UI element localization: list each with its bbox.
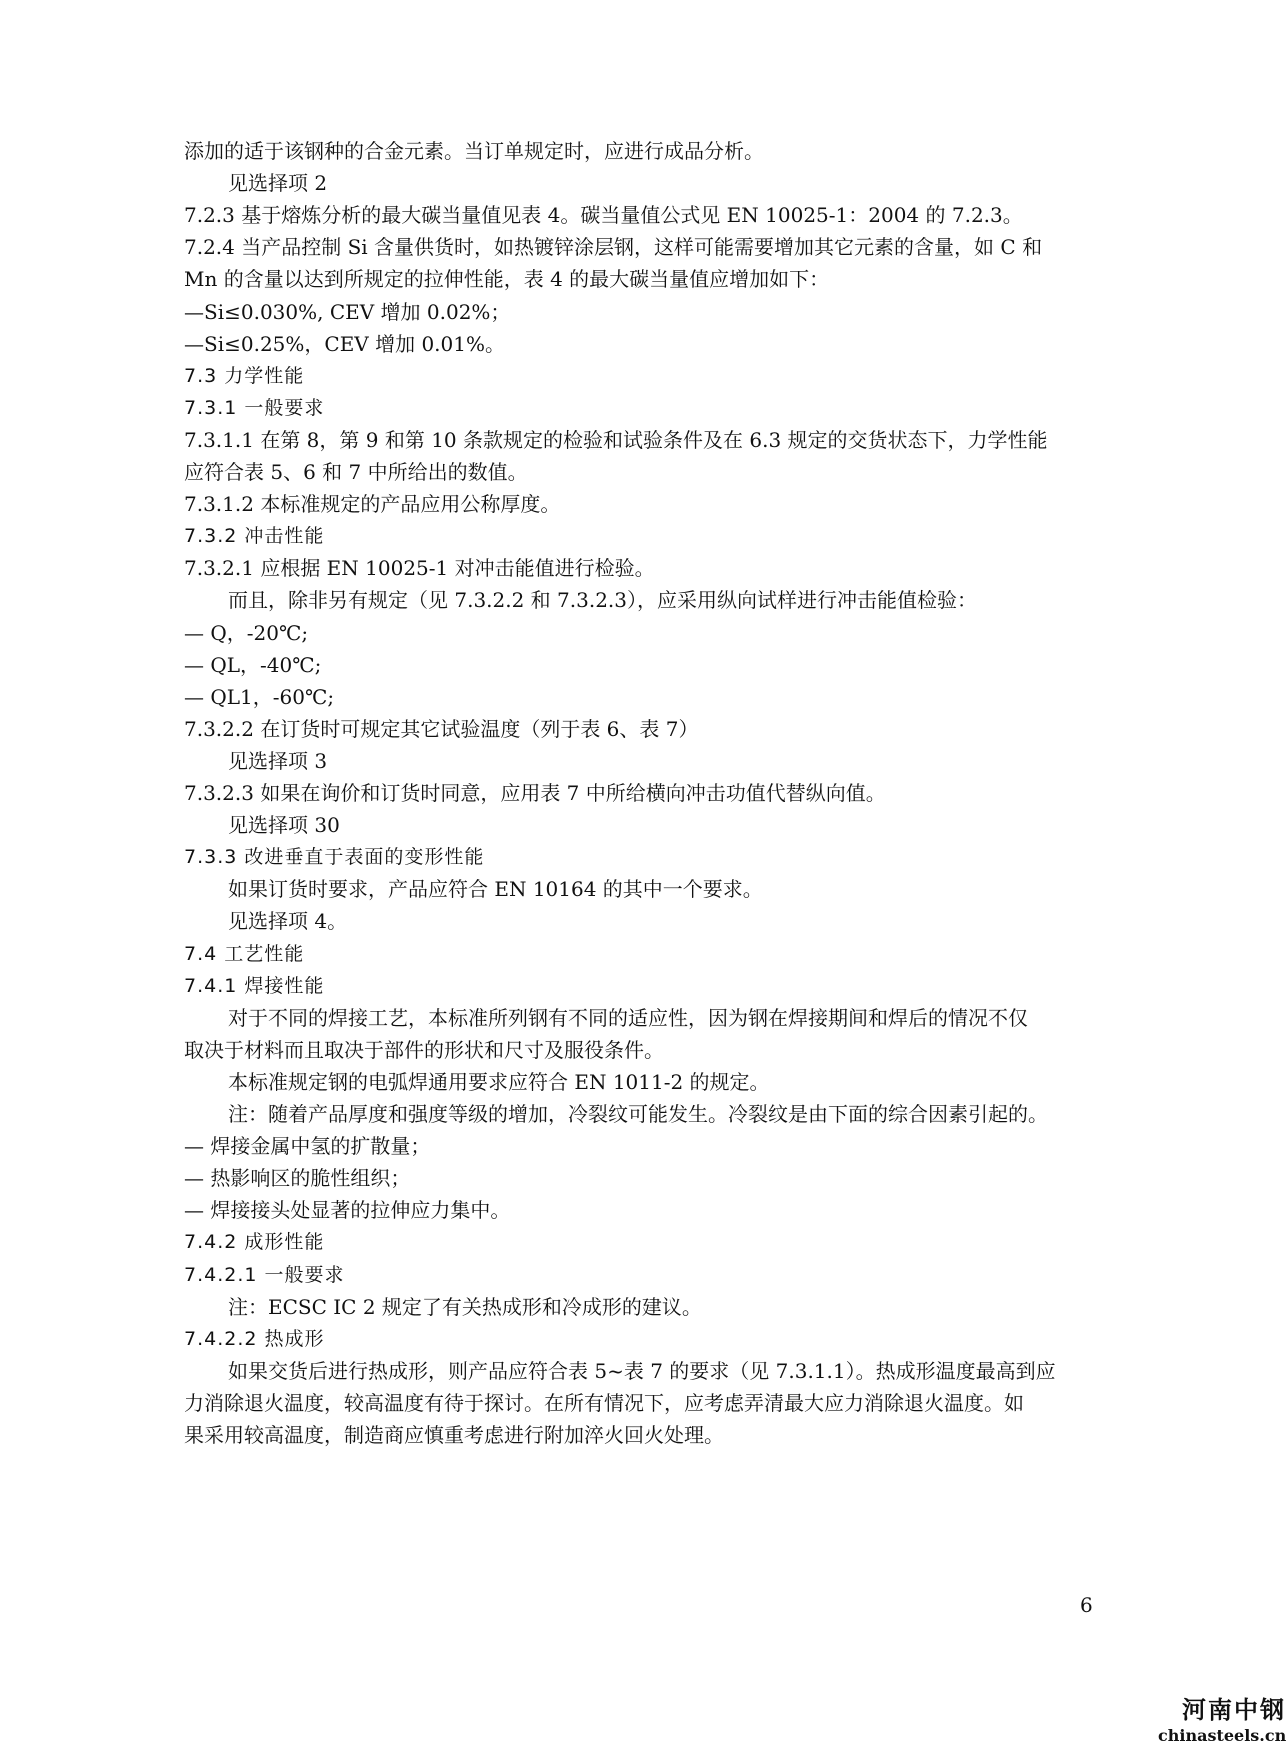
text-line: 注：ECSC IC 2 规定了有关热成形和冷成形的建议。 [228,1295,702,1319]
text-line: 7.2.3 基于熔炼分析的最大碳当量值见表 4。碳当量值公式见 EN 10025-1：2004 的 7.2.3。 [184,203,1023,227]
text-line: — QL，-40℃; [184,653,322,677]
section-heading: 7.3.1 一般要求 [184,397,325,419]
text-line: 而且，除非另有规定（见 7.3.2.2 和 7.3.2.3），应采用纵向试样进行冲击能值检验： [228,588,978,612]
text-line: 对于不同的焊接工艺，本标准所列钢有不同的适应性，因为钢在焊接期间和焊后的情况不仅 [228,1006,1028,1030]
text-line: — Q，-20℃; [184,621,309,645]
page-number: 6 [1080,1593,1093,1617]
watermark-title: 河南中钢 [1182,1696,1286,1724]
section-heading: 7.4.2.2 热成形 [184,1328,325,1350]
text-line: — 焊接接头处显著的拉伸应力集中。 [184,1198,511,1222]
text-line: 7.3.2.1 应根据 EN 10025-1 对冲击能值进行检验。 [184,556,655,580]
text-line: 见选择项 2 [228,171,328,195]
section-heading: 7.4.2.1 一般要求 [184,1264,345,1286]
text-line: 见选择项 30 [228,813,340,837]
text-line: 本标准规定钢的电弧焊通用要求应符合 EN 1011-2 的规定。 [228,1070,770,1094]
section-heading: 7.3.2 冲击性能 [184,525,325,547]
text-line: 如果订货时要求，产品应符合 EN 10164 的其中一个要求。 [228,877,763,901]
text-line: 注：随着产品厚度和强度等级的增加，冷裂纹可能发生。冷裂纹是由下面的综合因素引起的。 [228,1102,1048,1126]
text-line: —Si≤0.25%，CEV 增加 0.01%。 [184,332,505,356]
text-line: 7.3.1.2 本标准规定的产品应用公称厚度。 [184,492,561,516]
text-line: — 焊接金属中氢的扩散量； [184,1134,431,1158]
section-heading: 7.4.2 成形性能 [184,1231,325,1253]
text-line: —Si≤0.030%, CEV 增加 0.02%； [184,300,511,324]
text-line: 见选择项 4。 [228,909,348,933]
text-line: 见选择项 3 [228,749,328,773]
text-line: Mn 的含量以达到所规定的拉伸性能，表 4 的最大碳当量值应增加如下： [184,267,830,291]
text-line: 果采用较高温度，制造商应慎重考虑进行附加淬火回火处理。 [184,1423,724,1447]
text-line: — QL1，-60℃; [184,685,335,709]
text-line: — 热影响区的脆性组织； [184,1166,411,1190]
text-line: 取决于材料而且取决于部件的形状和尺寸及服役条件。 [184,1038,664,1062]
watermark-url: chinasteels.cn [1158,1726,1287,1745]
text-line: 7.2.4 当产品控制 Si 含量供货时，如热镀锌涂层钢，这样可能需要增加其它元素的含量，如 C 和 [184,235,1043,259]
text-line: 7.3.2.2 在订货时可规定其它试验温度（列于表 6、表 7） [184,717,699,741]
text-line: 力消除退火温度，较高温度有待于探讨。在所有情况下，应考虑弄清最大应力消除退火温度。如 [184,1391,1024,1415]
section-heading: 7.3 力学性能 [184,365,305,387]
section-heading: 7.4.1 焊接性能 [184,975,325,997]
text-line: 应符合表 5、6 和 7 中所给出的数值。 [184,460,528,484]
text-line: 如果交货后进行热成形，则产品应符合表 5~表 7 的要求（见 7.3.1.1）。热成形温度最高到应 [228,1359,1056,1383]
text-line: 添加的适于该钢种的合金元素。当订单规定时，应进行成品分析。 [184,139,764,163]
text-line: 7.3.2.3 如果在询价和订货时同意，应用表 7 中所给横向冲击功值代替纵向值。 [184,781,886,805]
section-heading: 7.4 工艺性能 [184,943,305,965]
section-heading: 7.3.3 改进垂直于表面的变形性能 [184,846,485,868]
text-line: 7.3.1.1 在第 8，第 9 和第 10 条款规定的检验和试验条件及在 6.3 规定的交货状态下，力学性能 [184,428,1048,452]
